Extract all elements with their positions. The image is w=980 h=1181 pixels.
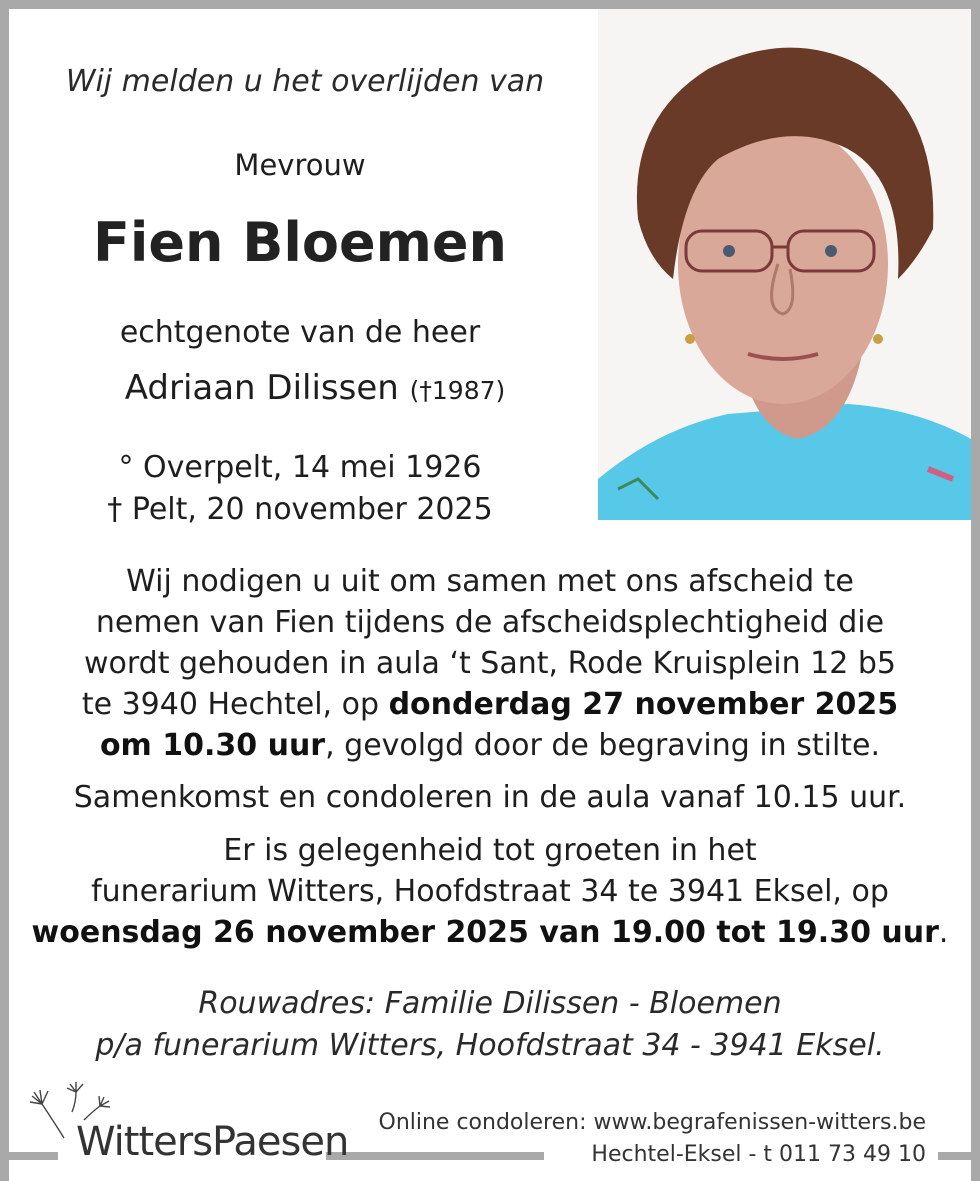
visitation-info xyxy=(30,830,950,953)
invitation-line xyxy=(30,725,950,766)
spouse-name: Adriaan Dilissen xyxy=(124,368,399,408)
mourning-address xyxy=(30,983,950,1067)
address-line: Rouwadres: Familie Dilissen - Bloemen xyxy=(198,986,782,1021)
contact-phone: Hechtel-Eksel - t 011 73 49 10 xyxy=(591,1142,926,1167)
spouse-intro: echtgenote van de heer xyxy=(119,315,481,350)
deceased-name: Fien Bloemen xyxy=(93,211,507,274)
visitation-date: woensdag 26 november 2025 van 19.00 tot 19.30 uur xyxy=(31,915,939,950)
invitation-line xyxy=(30,684,950,725)
footer-rule xyxy=(938,1152,980,1160)
visitation-line xyxy=(30,912,950,953)
invitation-text: , gevolgd door de begraving in stilte. xyxy=(325,728,881,763)
invitation-line: Wij nodigen u uit om samen met ons afscheid te xyxy=(126,564,854,599)
ceremony-time: om 10.30 uur xyxy=(99,728,326,763)
visitation-line: Er is gelegenheid tot groeten in het xyxy=(223,833,757,868)
spouse xyxy=(20,365,610,414)
ceremony-date: donderdag 27 november 2025 xyxy=(388,687,899,722)
death-info: † Pelt, 20 november 2025 xyxy=(107,492,493,527)
announcement-intro: Wij melden u het overlijden van xyxy=(65,64,545,99)
logo-wordmark: WittersPaesen xyxy=(76,1119,349,1165)
birth-info: ° Overpelt, 14 mei 1926 xyxy=(118,450,482,485)
footer-rule xyxy=(326,1152,544,1160)
invitation-text: te 3940 Hechtel, op xyxy=(81,687,389,722)
online-condolence-link[interactable]: Online condoleren: www.begrafenissen-witters.be xyxy=(378,1110,926,1135)
spouse-death-year: (†1987) xyxy=(409,376,506,405)
portrait-illustration xyxy=(598,9,971,520)
invitation-line: wordt gehouden in aula ‘t Sant, Rode Kruisplein 12 b5 xyxy=(83,646,897,681)
visitation-line: funerarium Witters, Hoofdstraat 34 te 3941 Eksel, op xyxy=(91,874,889,909)
visitation-text: . xyxy=(938,915,949,950)
honorific: Mevrouw xyxy=(234,148,366,182)
footer-rule xyxy=(0,1152,58,1160)
meeting-info: Samenkomst en condoleren in de aula vanaf 10.15 uur. xyxy=(73,780,907,815)
ceremony-invitation xyxy=(30,561,950,766)
invitation-line: nemen van Fien tijdens de afscheidsplechtigheid die xyxy=(95,605,885,640)
portrait-photo xyxy=(598,9,971,520)
address-line: p/a funerarium Witters, Hoofdstraat 34 - 3941 Eksel. xyxy=(95,1028,885,1063)
